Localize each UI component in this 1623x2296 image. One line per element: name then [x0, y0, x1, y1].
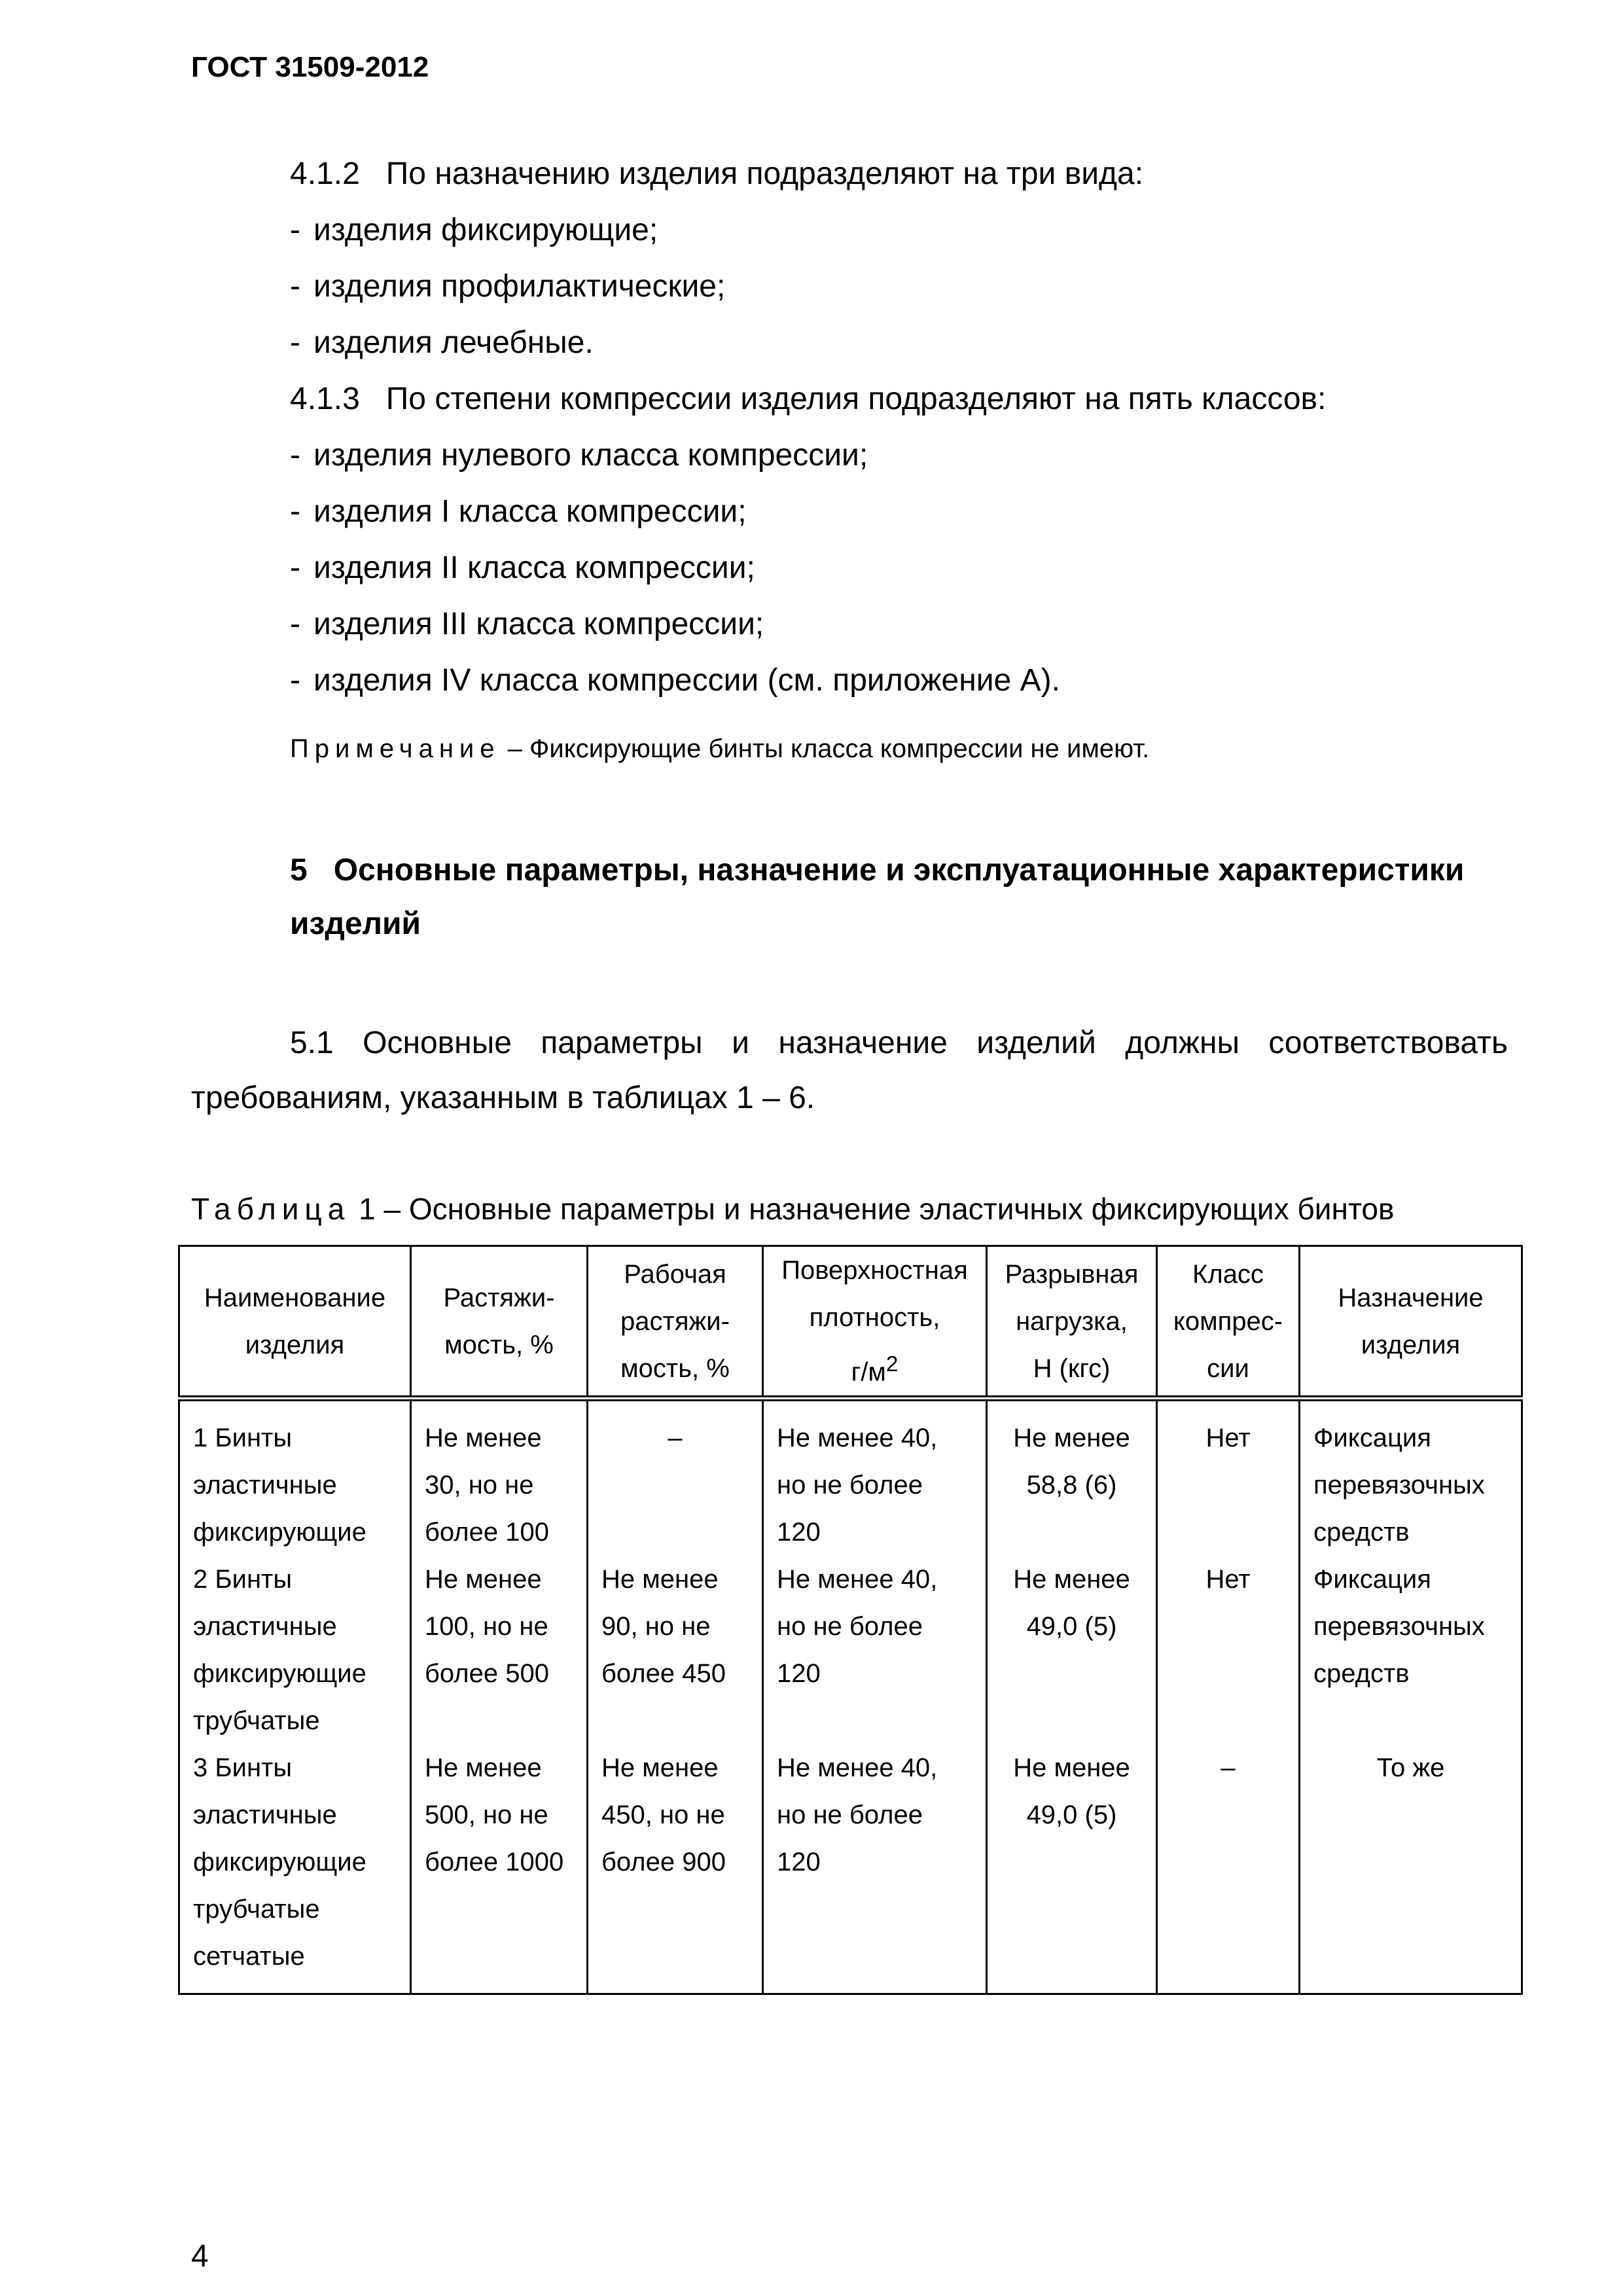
- note-text: – Фиксирующие бинты класса компрессии не имеют.: [500, 734, 1150, 763]
- header-compression-class: Класс компрес- сии: [1157, 1246, 1300, 1399]
- clause-number: 4.1.3: [290, 382, 360, 416]
- unit-superscript: 2: [885, 1352, 899, 1376]
- section-number: 5: [290, 853, 308, 888]
- table-row: [179, 1744, 1522, 1994]
- list-item: - изделия нулевого класса компрессии;: [290, 438, 868, 473]
- table-row: [179, 1556, 1522, 1744]
- section-5-title: [290, 852, 1464, 888]
- table-row: [179, 1399, 1522, 1556]
- cell-breaking-load: Не менее 58,8 (6): [987, 1399, 1157, 1556]
- clause-4-1-2: [290, 156, 1143, 192]
- table-caption: [191, 1191, 1394, 1227]
- cell-surface-density: Не менее 40, но не более 120: [763, 1399, 987, 1556]
- list-item: - изделия профилактические;: [290, 269, 726, 304]
- list-item: - изделия IV класса компрессии (см. приложение А).: [290, 663, 1060, 698]
- document-header: ГОСТ 31509-2012: [191, 51, 429, 83]
- cell-breaking-load: Не менее 49,0 (5): [987, 1744, 1157, 1994]
- list-item: - изделия I класса компрессии;: [290, 494, 747, 529]
- table-caption-text: 1 – Основные параметры и назначение эластичных фиксирующих бинтов: [350, 1192, 1395, 1226]
- cell-breaking-load: Не менее 49,0 (5): [987, 1556, 1157, 1744]
- cell-compression-class: Нет: [1157, 1556, 1300, 1744]
- clause-4-1-3: [290, 381, 1326, 417]
- section-title-line1: Основные параметры, назначение и эксплуатационные характеристики: [333, 853, 1465, 888]
- header-surface-density: Поверхностная плотность, $г/м^2$: [763, 1246, 987, 1399]
- note: [290, 734, 1149, 764]
- cell-purpose: То же: [1300, 1744, 1522, 1994]
- paragraph-5-1: 5.1 Основные параметры и назначение изделий должны соответствовать: [290, 1026, 1508, 1060]
- page-number: 4: [191, 2239, 209, 2274]
- list-item: - изделия лечебные.: [290, 325, 594, 360]
- list-item: - изделия фиксирующие;: [290, 213, 658, 247]
- list-item: - изделия III класса компрессии;: [290, 607, 764, 641]
- table-caption-label: Таблица: [191, 1192, 351, 1226]
- header-working-stretch: Рабочая растяжи- мость, %: [588, 1246, 763, 1399]
- table-1: [178, 1245, 1523, 1995]
- cell-surface-density: Не менее 40, но не более 120: [763, 1556, 987, 1744]
- cell-name: 2 Бинты эластичные фиксирующие трубчатые: [179, 1556, 411, 1744]
- header-name: Наименование изделия: [179, 1246, 411, 1399]
- cell-stretch: Не менее 100, но не более 500: [411, 1556, 588, 1744]
- section-title-line2: изделий: [290, 906, 421, 941]
- paragraph-5-1-cont: требованиям, указанным в таблицах 1 – 6.: [191, 1081, 815, 1115]
- cell-stretch: Не менее 30, но не более 100: [411, 1399, 588, 1556]
- cell-surface-density: Не менее 40, но не более 120: [763, 1744, 987, 1994]
- cell-stretch: Не менее 500, но не более 1000: [411, 1744, 588, 1994]
- header-breaking-load: Разрывная нагрузка, Н (кгс): [987, 1246, 1157, 1399]
- clause-number: 4.1.2: [290, 156, 360, 191]
- cell-compression-class: Нет: [1157, 1399, 1300, 1556]
- cell-purpose: Фиксация перевязочных средств: [1300, 1399, 1522, 1556]
- clause-text: По назначению изделия подразделяют на три вида:: [385, 156, 1144, 191]
- list-item: - изделия II класса компрессии;: [290, 550, 755, 585]
- table-header-row: [179, 1246, 1522, 1399]
- cell-working-stretch: –: [588, 1399, 763, 1556]
- note-label: Примечание: [290, 734, 501, 763]
- cell-working-stretch: Не менее 450, но не более 900: [588, 1744, 763, 1994]
- cell-working-stretch: Не менее 90, но не более 450: [588, 1556, 763, 1744]
- cell-compression-class: –: [1157, 1744, 1300, 1994]
- clause-text: По степени компрессии изделия подразделяют на пять классов:: [385, 382, 1327, 416]
- header-purpose: Назначение изделия: [1300, 1246, 1522, 1399]
- cell-name: 3 Бинты эластичные фиксирующие трубчатые сетчатые: [179, 1744, 411, 1994]
- header-stretch: Растяжи- мость, %: [411, 1246, 588, 1399]
- cell-purpose: Фиксация перевязочных средств: [1300, 1556, 1522, 1744]
- cell-name: 1 Бинты эластичные фиксирующие: [179, 1399, 411, 1556]
